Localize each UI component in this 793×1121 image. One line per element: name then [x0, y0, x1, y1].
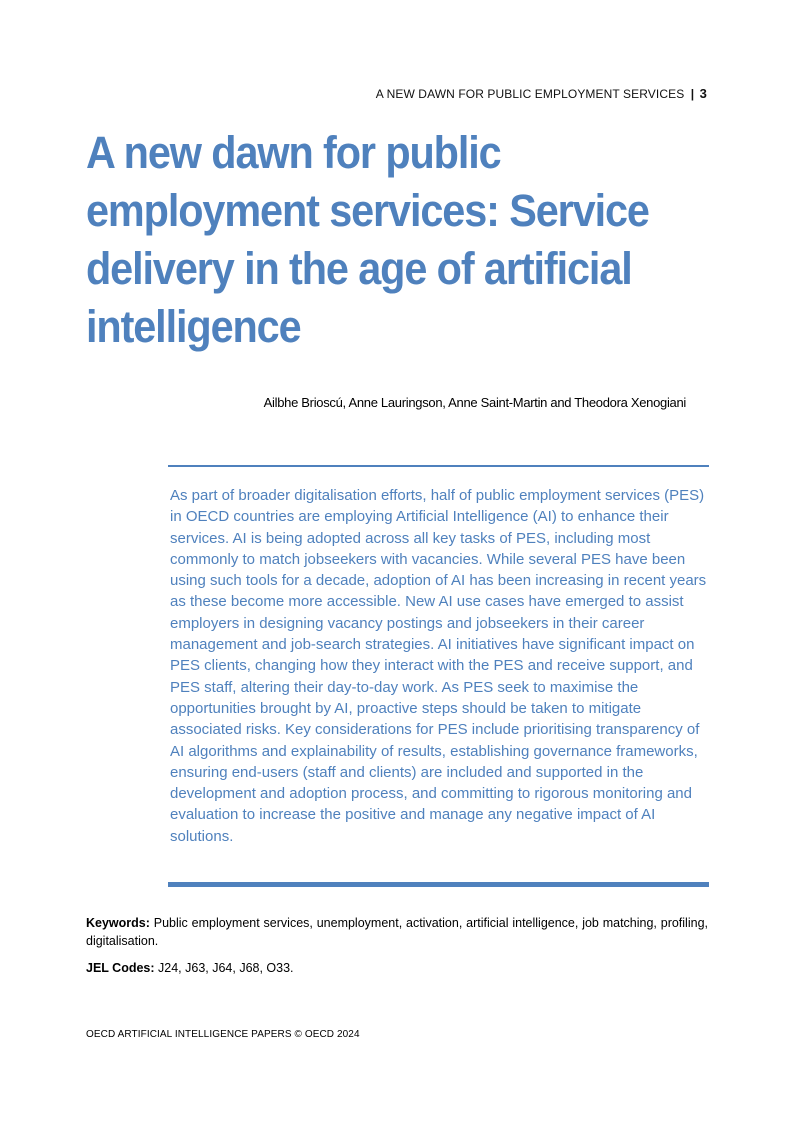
jel-label: JEL Codes:: [86, 961, 155, 975]
paper-title: A new dawn for public employment services: Service delivery in the age of artificial intelligence: [86, 127, 649, 352]
jel-codes-section: [86, 959, 708, 977]
author-list: Ailbhe Brioscú, Anne Lauringson, Anne Saint-Martin and Theodora Xenogiani: [263, 395, 686, 410]
running-title: A NEW DAWN FOR PUBLIC EMPLOYMENT SERVICES: [375, 87, 685, 101]
running-header: [376, 86, 707, 101]
page-number: 3: [699, 86, 707, 101]
page-footer: OECD ARTIFICIAL INTELLIGENCE PAPERS © OECD 2024: [86, 1029, 360, 1040]
header-separator: |: [690, 87, 695, 101]
keywords-label: Keywords:: [86, 916, 150, 930]
keywords-section: [86, 914, 708, 950]
jel-text: J24, J63, J64, J68, O33.: [158, 961, 294, 975]
abstract-text: As part of broader digitalisation efforts, half of public employment services (PES) in OECD countries are employing Artificial Intelligence (AI) to enhance their services. AI is being adopted across all key tasks of PES, including most commonly to match jobseekers with vacancies. While several PES have been using such tools for a decade, adoption of AI has been increasing in recent years as these become more accessible. New AI use cases have emerged to assist employers in designing vacancy postings and jobseekers in their career management and job-search strategies. AI initiatives have significant impact on PES clients, changing how they interact with the PES and receive support, and PES staff, altering their day-to-day work. As PES seek to maximise the opportunities brought by AI, proactive steps should be taken to mitigate associated risks. Key considerations for PES include prioritising transparency of AI algorithms and explainability of results, establishing governance frameworks, ensuring end-users (staff and clients) are included and supported in the development and adoption process, and committing to rigorous monitoring and evaluation to increase the positive and manage any negative impact of AI solutions.: [170, 487, 707, 845]
keywords-text: Public employment services, unemployment, activation, artificial intelligence, job matching, profiling, digitalisation.: [86, 916, 708, 948]
abstract-bottom-rule: [168, 882, 709, 887]
abstract-top-rule: [168, 465, 709, 467]
